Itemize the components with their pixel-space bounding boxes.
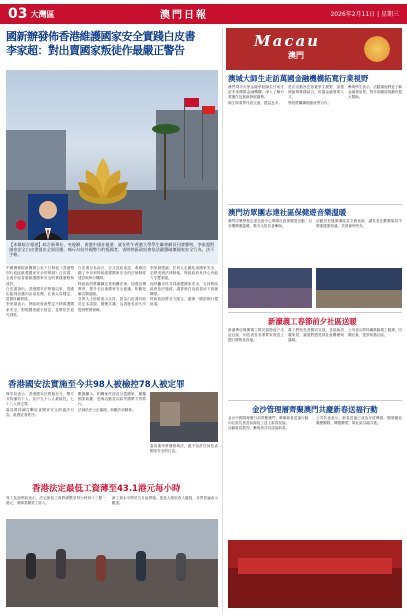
lead-body-col3: 李家超強調，任何人企圖危害國家安全，必將受到法律制裁，特區政府有決心有能力守護家園。 他呼籲市民共同維護國家安全，支持特區政府依法施政，讓香港在良政善治下再創輝煌。 特區政府將全力配合，確保一國兩制行穩致遠。 xyxy=(150,266,218,307)
sub1-photo xyxy=(150,392,218,442)
portrait-inset xyxy=(28,194,68,240)
story3-body-col2: 義工們與長者親切交談，並協助清潔家居，讓他們感受到社會關懷與溫暖。 xyxy=(288,328,344,343)
sub1-body-col2: 數據顯示，相關案件涉及分裂國家、顛覆國家政權、恐怖活動及勾結外國勢力等罪行。 法庭依法公正審理，彰顯法治精神。 xyxy=(78,392,146,412)
sub2-headline: 香港法定最低工資薄至43.1港元每小時 xyxy=(32,484,181,494)
story4-body-col1: 金沙中國管理層日前齊聚澳門，舉辦新春送福行動，向社區長者及前線員工送上新春祝福。 活動氣氛熱烈，參與者共同迎接新春。 xyxy=(228,416,312,431)
story2-photo-right xyxy=(316,268,402,308)
story2-body-col2: 活動設有健康講座及文藝表演，讓長者在歡樂氣氛中增進健康知識，共度愉快時光。 xyxy=(316,219,402,229)
story2-headline: 澳門坊眾團志達社區保健遊音樂溫暖 xyxy=(228,208,347,217)
column-divider xyxy=(222,28,223,612)
divider xyxy=(228,400,402,401)
lead-headline-line2: 李家超：對出賣國家叛徒作最嚴正警告 xyxy=(6,44,185,57)
page-tag xyxy=(8,4,54,24)
divider xyxy=(228,312,402,313)
lead-headline xyxy=(6,30,218,68)
story3-body-col1: 新濠博亞娛樂義工隊於春節前夕走訪社區，向長者及有需要家庭送上節日禮物及祝福。 xyxy=(228,328,284,343)
macau-section-banner xyxy=(226,28,402,70)
lead-caption: 【本報綜合報道】綜合新華社、央視網、香港中通社報道：就在昨午香港大學學生聯會網頁刊發聲明，李家超對國家安全白皮書提出全面回應，痛斥勾結外國勢力的叛國者，表明特區政府會依法嚴懲破壞國家安全行為，決不手軟。 xyxy=(6,240,218,264)
story2-body-col1: 澳門坊眾學校志達社區中心舉辦社區保健遊活動，以音樂傳遞溫暖，吸引大批長者參與。 xyxy=(228,219,312,229)
story2-photo-left xyxy=(228,268,312,308)
sub2-body-col1: 勞工及福利局表示，法定最低工資將調整至每小時四十三點一港元，保障基層勞工收入。 xyxy=(6,496,106,506)
story1-body-col3: 參與學生表示，活動讓他們更了解金融業前景，對未來職涯規劃有很大幫助。 xyxy=(348,85,402,100)
sub1-body-col3: 當局重申將嚴格執法，絕不容許任何危害國家安全的行為。 xyxy=(150,444,218,454)
section-name: 大灣區 xyxy=(30,9,55,19)
macau-banner-word: Macau xyxy=(254,32,321,50)
banner-decoration xyxy=(362,34,392,64)
golden-lotus-sculpture xyxy=(76,152,130,212)
lead-body-col2: 白皮書分為前言、正文及結束語，系統回顧了中央和特區維護國家安全的法律制度建設與執行機制。 特區政府將繼續完善相關法律，加強宣傳教育，提升全社會國家安全意識，防範化解各類風險。 各界人士紛紛表示支持，認為白皮書有助於正本清源、凝聚共識，為香港長治久安提供堅實保障。 xyxy=(78,266,146,312)
masthead: 澳門日報 xyxy=(160,10,208,21)
page-header xyxy=(0,0,407,26)
sub2-body-col2: 新工資水平將於五月起實施，惠及大批低收入僱員，各界普遍表示歡迎。 xyxy=(112,496,218,506)
issue-date: 2026年2月11日 | 星期三 xyxy=(330,11,399,18)
story1-headline: 澳城大師生走訪萬國金融機構拓寬行業視野 xyxy=(228,74,369,83)
divider xyxy=(228,204,402,205)
street-crowd-photo xyxy=(6,519,218,607)
story4-body-col2: 公司代表表示，新春送福已成為年度傳統，期望藉此凝聚團隊，傳遞關愛，與社區共融共進。 xyxy=(316,416,402,426)
story4-photo xyxy=(228,540,402,608)
story4-headline: 金沙管理層齊聚澳門共慶新春送福行動 xyxy=(252,405,378,414)
story3-headline: 新濠義工春節前夕社區送暖 xyxy=(268,317,357,326)
story1-body-col1: 澳門城市大學金融學院師生日前走訪多家國際金融機構，深入了解行業運作及最新發展趨勢。 師生與業界代表交流，獲益良多。 xyxy=(228,85,284,105)
sub1-headline: 香港國安法實施至今共98人被檢控78人被定罪 xyxy=(8,380,185,390)
macau-banner-sub: 澳門 xyxy=(288,51,304,60)
sub1-body-col1: 保安局表示，香港國安法實施至今，警方共拘捕若干人，其中九十八人被檢控，七十八人被定罪。 當局將持續打擊危害國家安全的違法行為，維護社會秩序。 xyxy=(6,392,74,417)
story3-body-col3: 公司表示將持續推動義工服務，回饋社會，建設和諧社區。 xyxy=(348,328,402,338)
lead-headline-line1: 國新辦發佈香港維護國家安全實踐白皮書 xyxy=(6,30,195,43)
story1-body-col2: 是次活動旨在拓寬學生視野，加強理論與實踐結合，培養金融專業人才。 學院將繼續推動產學合作。 xyxy=(288,85,344,105)
page-number: 03 xyxy=(8,6,28,22)
lead-photo xyxy=(6,70,218,240)
lead-body-col1: 中國國務院新聞辦公室十日發表《香港特別行政區維護國家安全的實踐》白皮書，全面介紹香港維護國家安全的實踐歷程與成效。 白皮書指出，香港國安法實施以來，香港由亂到治邁向由治及興，社會大局穩定，經濟持續發展。 李家超表示，特區政府會堅定不移維護國家安全，對叛國者絕不姑息，並將依法追究到底。 xyxy=(6,266,74,317)
sculpture-pedestal xyxy=(66,210,142,234)
